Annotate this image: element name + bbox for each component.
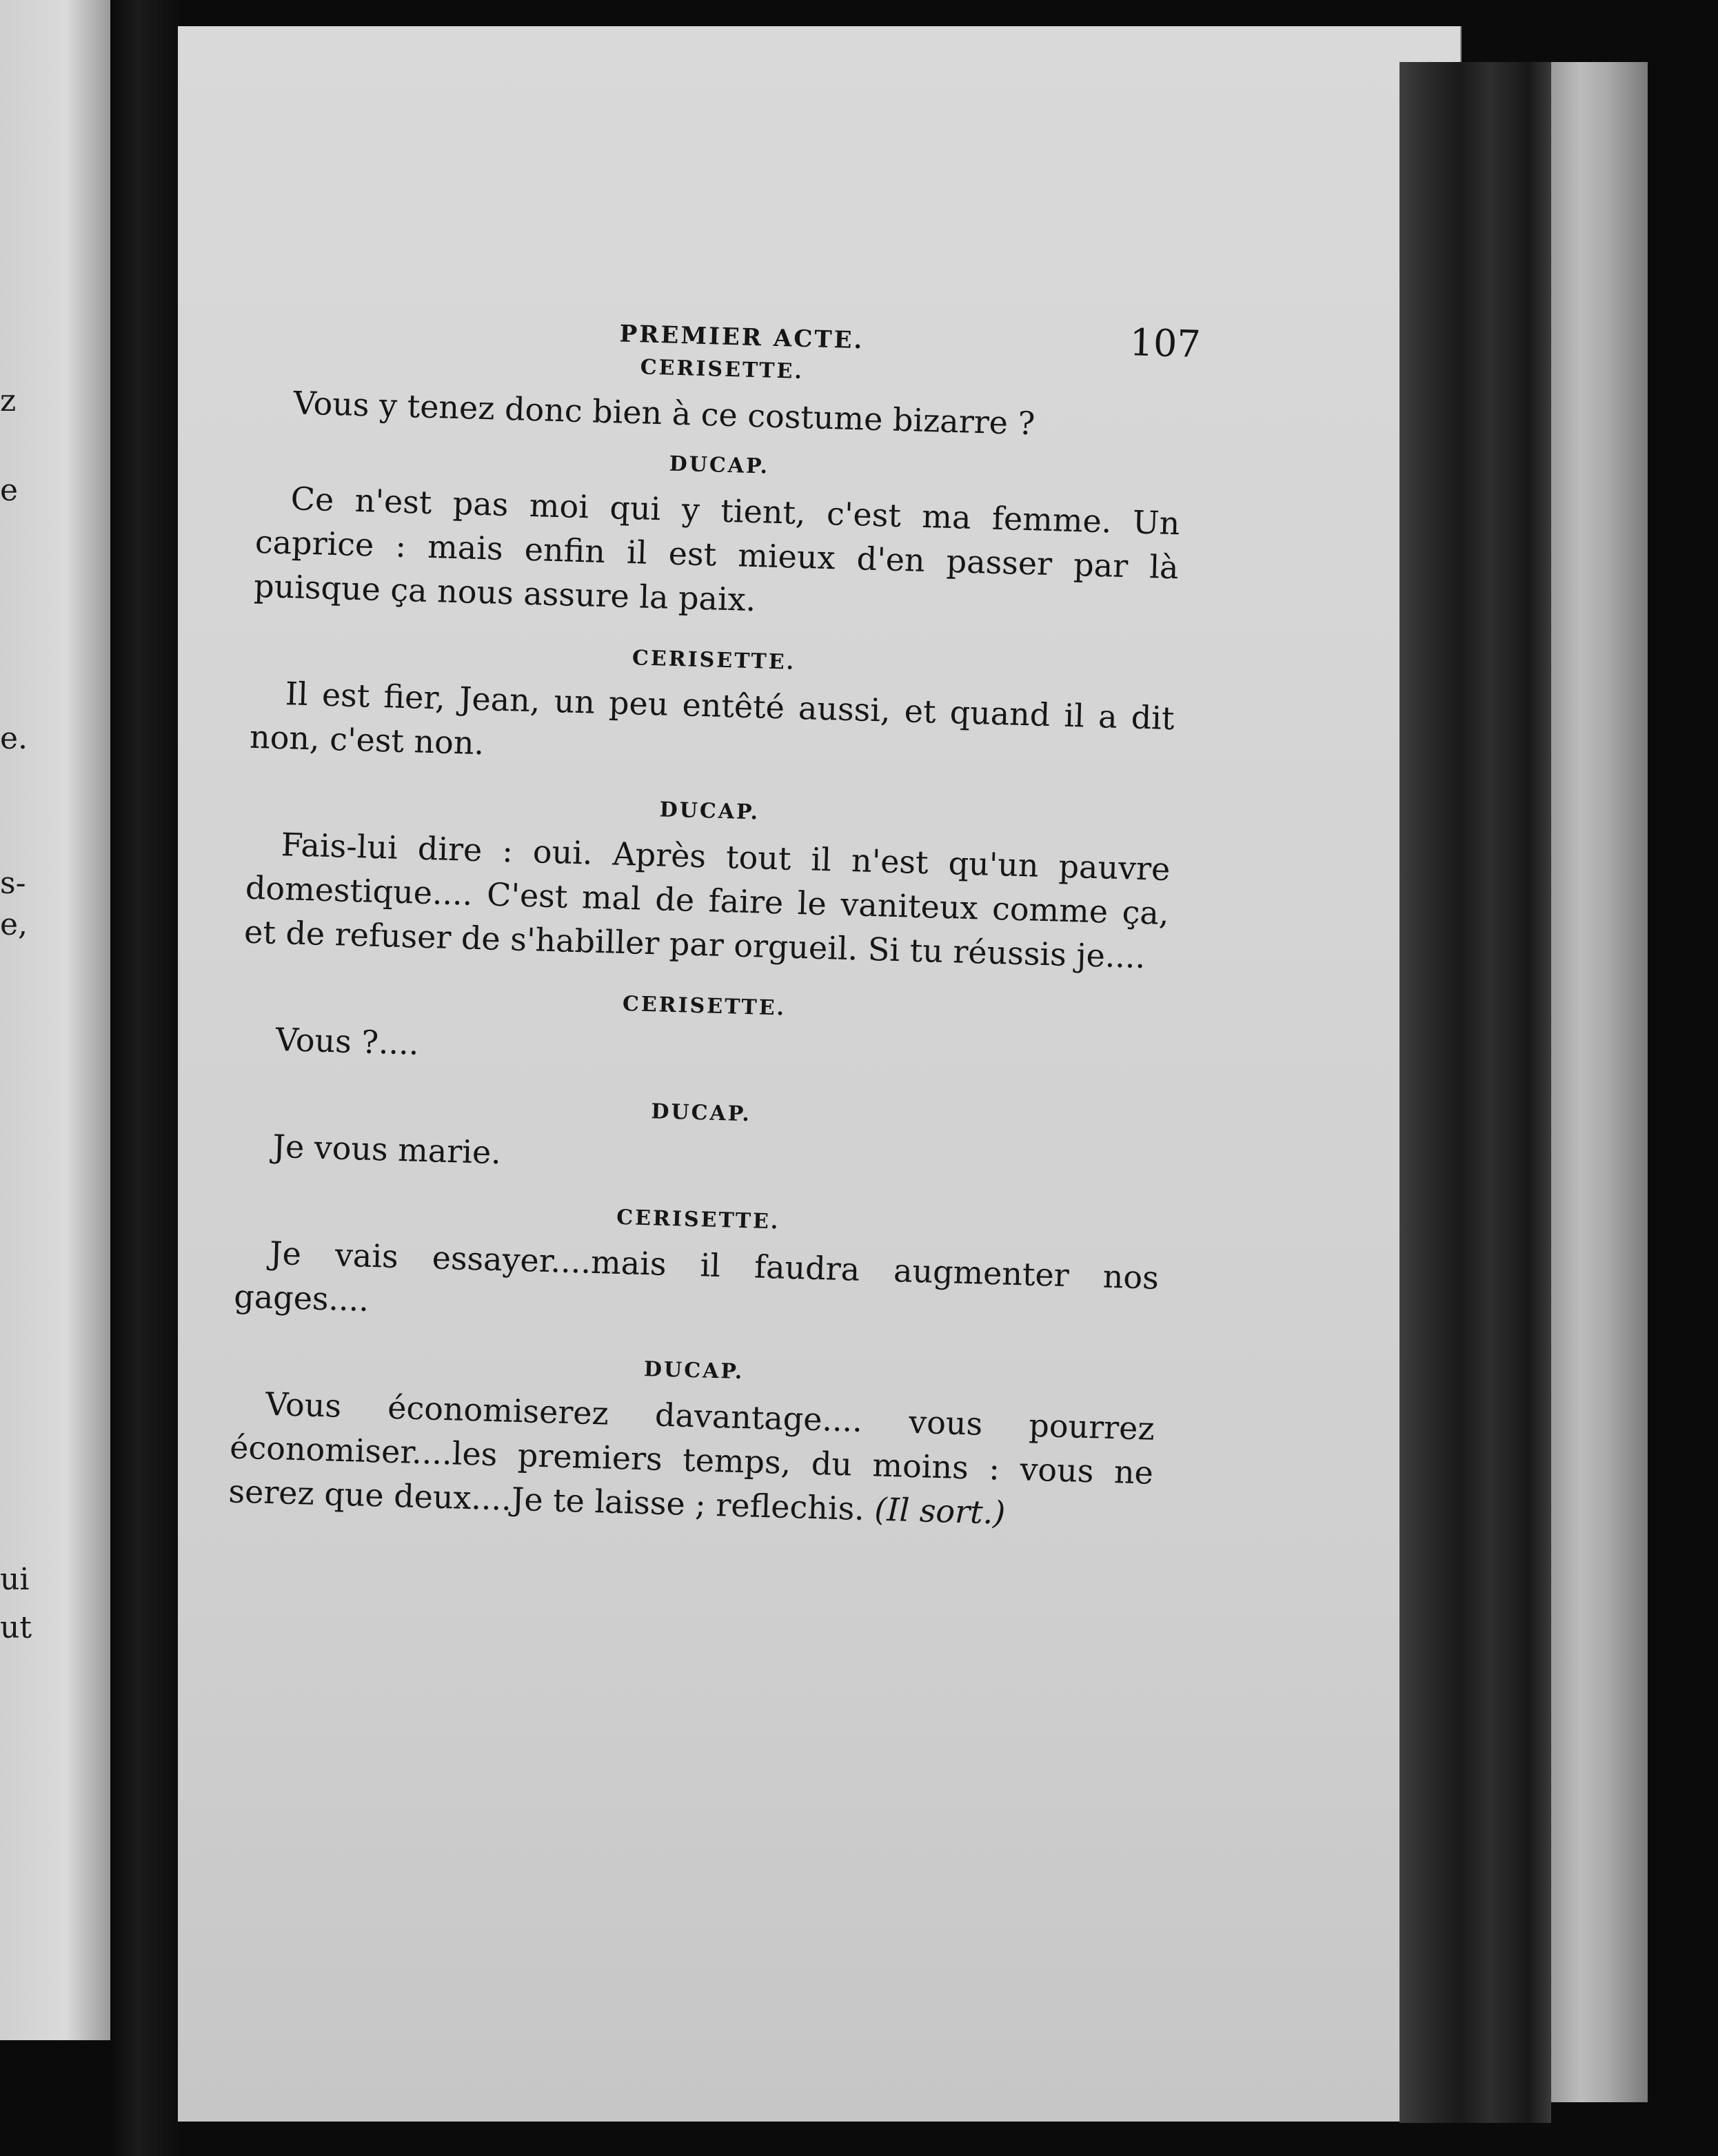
speaker-name: CERISETTE.: [631, 646, 796, 675]
dialogue-line: Fais-lui dire : oui. Après tout il n'est qu'un pauvre domestique.... C'est mal de faire le vaniteux comme ça, et de refuser de s'habiller par orgueil. Si tu réussis je....: [243, 826, 1171, 976]
left-page-fragment: e: [0, 473, 19, 508]
left-page-strip: [0, 0, 110, 2044]
page-text: [228, 296, 1202, 1539]
speaker-name: CERISETTE.: [622, 992, 787, 1021]
dialogue-line: Ce n'est pas moi qui y tient, c'est ma femme. Un caprice : mais enfin il est mieux d'en passer par là puisque ça nous assure la paix.: [253, 480, 1181, 619]
speaker-name: DUCAP.: [659, 797, 760, 825]
dialogue-line: [228, 1381, 1155, 1538]
page-edge-dark: [1399, 62, 1551, 2123]
running-title: PREMIER ACTE.: [619, 320, 865, 355]
stage-direction: (Il sort.): [873, 1490, 1006, 1532]
dialogue-line: Il est fier, Jean, un peu entêté aussi, et quand il a dit non, c'est non.: [249, 675, 1175, 762]
left-page-fragment: e.: [0, 721, 28, 756]
page-edge-light: [1551, 62, 1648, 2102]
dialogue-line: Vous ?....: [275, 1020, 420, 1062]
page-number: 107: [1129, 321, 1202, 367]
left-page-fragment: z: [0, 383, 17, 418]
speaker-name: CERISETTE.: [616, 1205, 780, 1234]
left-page-fragment: e,: [0, 907, 28, 942]
dialogue-line: Vous y tenez donc bien à ce costume bizarre ?: [292, 384, 1035, 443]
dialogue-line: Je vais essayer....mais il faudra augmenter nos gages....: [233, 1234, 1160, 1319]
speaker-name: DUCAP.: [669, 451, 770, 479]
dialogue-text: Vous économiserez davantage.... vous pourrez économiser....les premiers temps, du moins : vous ne serez que deux....Je te laisse ; reflechis.: [228, 1385, 1155, 1528]
book-gutter: [110, 0, 179, 2156]
left-page-fragment: s-: [0, 866, 26, 901]
left-page-fragment: ui: [0, 1562, 30, 1597]
speaker-name: DUCAP.: [651, 1099, 752, 1127]
left-page-fragment: ut: [0, 1610, 32, 1645]
speaker-name: CERISETTE.: [640, 355, 805, 384]
dialogue-line: Je vous marie.: [272, 1127, 502, 1172]
speaker-name: DUCAP.: [643, 1357, 745, 1385]
